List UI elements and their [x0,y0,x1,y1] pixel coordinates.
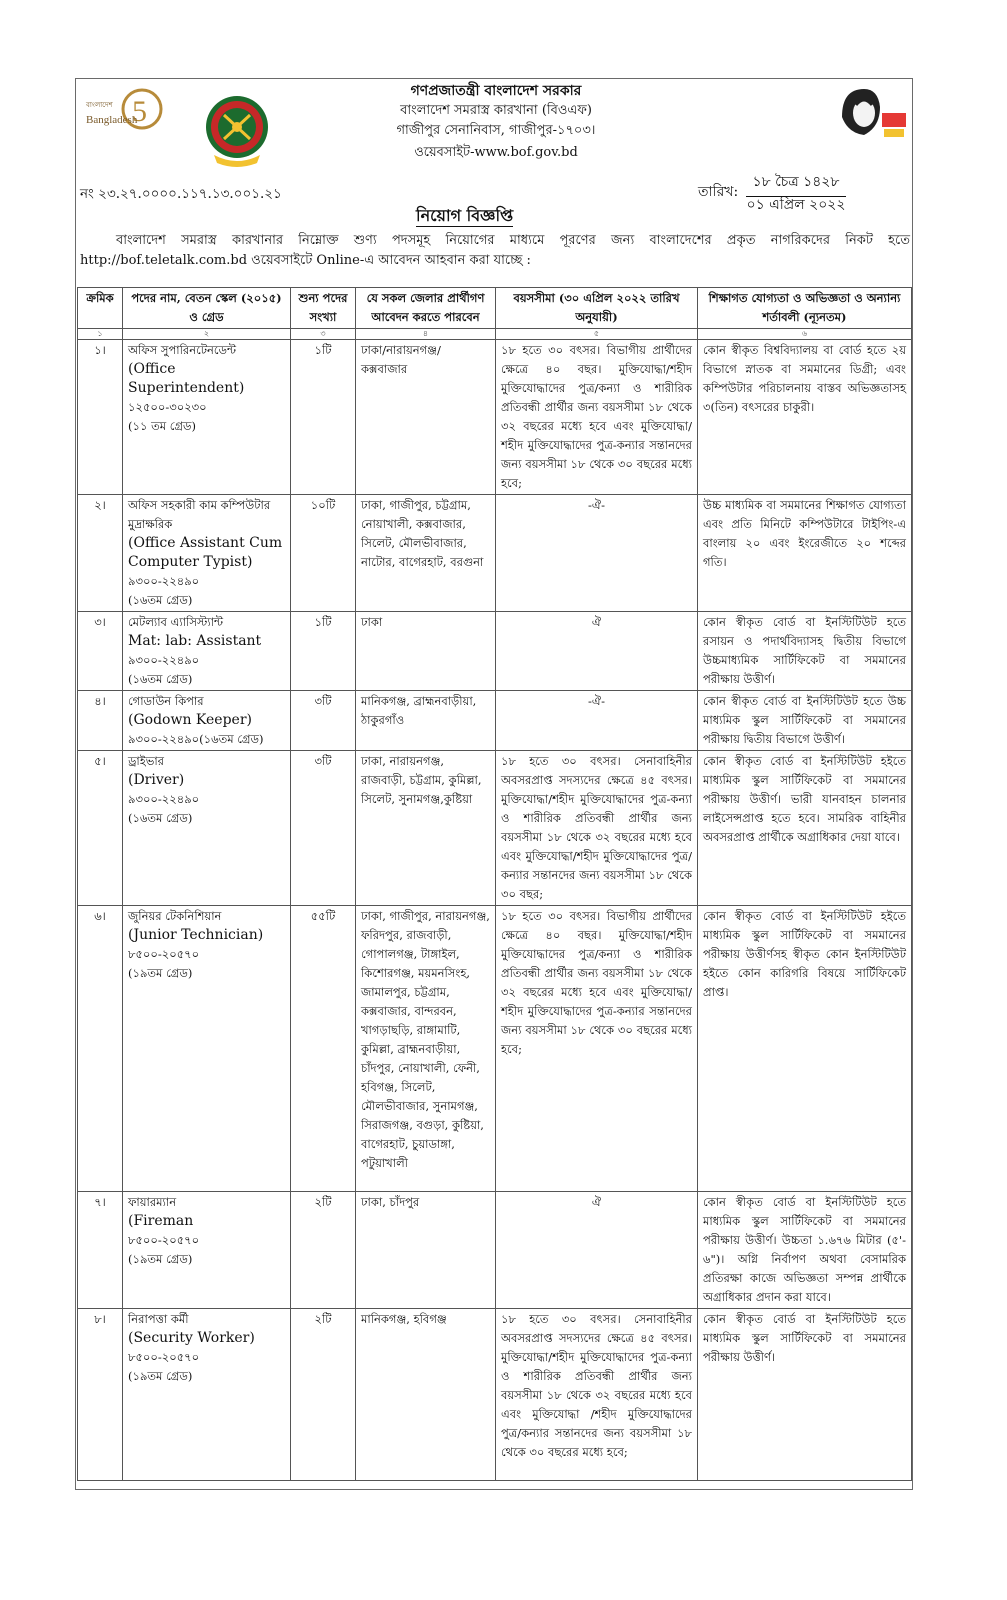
svg-text:Bangladesh: Bangladesh [86,114,138,126]
qualification-cell: কোন স্বীকৃত বোর্ড বা ইনস্টিটিউট হইতে মাধ্যমিক স্কুল সার্টিফিকেট বা সমমানের পরীক্ষায় উত্তীর্ণসহ স্বীকৃত কোন ইনস্টিটিউট হইতে কোন কারিগরি বিষয়ে সার্টিফিকেট প্রাপ্ত। [698,906,912,1192]
qualification-cell: উচ্চ মাধ্যমিক বা সমমানের শিক্ষাগত যোগ্যতা এবং প্রতি মিনিটে কম্পিউটারে টাইপিং-এ বাংলায় ২০ এবং ইংরেজীতে ২০ শব্দের গতি। [698,495,912,612]
districts-cell: ঢাকা, চাঁদপুর [356,1192,496,1309]
column-number: ৩ [291,329,356,340]
age-cell: ১৮ হতে ৩০ বৎসর। বিভাগীয় প্রার্থীদের ক্ষেত্রে ৪০ বছর। মুক্তিযোদ্ধা/শহীদ মুক্তিযোদ্ধাদের পুত্র/কন্যা ও শারীরিক প্রতিবন্ধী প্রার্থীর জন্য বয়সসীমা ১৮ থেকে ৩২ বছরের মধ্যে হবে এবং মুক্তিযোদ্ধা/শহীদ মুক্তিযোদ্ধাদের পুত্র-কন্যার সন্তানদের জন্য বয়সসীমা ১৮ থেকে ৩০ বছরের মধ্যে হবে; [496,906,698,1192]
column-number: ১ [78,329,123,340]
grade: (১৬তম গ্রেড) [128,672,193,686]
post-title-en: Mat: lab: Assistant [128,633,262,649]
pay-scale: ৮৫০০-২০৫৭০ [128,1233,200,1247]
svg-text:5: 5 [132,95,147,128]
pay-scale: ৮৫০০-২০৫৭০ [128,947,200,961]
grade: (১৬তম গ্রেড) [128,811,193,825]
date-label: তারিখ: [698,184,739,200]
mujib-borsho-logo [838,83,908,145]
post-title-bn: মেটল্যাব এ্যাসিস্ট্যান্ট [128,615,224,629]
column-header: ক্রমিক [78,288,123,329]
districts-cell: ঢাকা, নারায়নগঞ্জ, রাজবাড়ী, চট্টগ্রাম, কুমিল্লা, সিলেট, সুনামগঞ্জ,কুষ্টিয়া [356,751,496,906]
serial-cell: ২। [78,495,123,612]
table-row [78,691,912,751]
table-row [78,1309,912,1481]
org-website: ওয়েবসাইট-www.bof.gov.bd [414,145,578,160]
grade: (১৯তম গ্রেড) [128,1369,193,1383]
age-cell: ১৮ হতে ৩০ বৎসর। সেনাবাহিনীর অবসরপ্রাপ্ত সদস্যদের ক্ষেত্রে ৪৫ বৎসর। মুক্তিযোদ্ধা/শহীদ মুক্তিযোদ্ধাদের পুত্র-কন্যা ও শারীরিক প্রতিবন্ধী প্রার্থীর জন্য বয়সসীমা ১৮ থেকে ৩২ বছরের মধ্যে হবে এবং মুক্তিযোদ্ধা /শহীদ মুক্তিযোদ্ধাদের পুত্র/কন্যার সন্তানদের জন্য বয়সসীমা ১৮ থেকে ৩০ বছরের মধ্যে হবে; [496,1309,698,1481]
post-title-en: (Office Assistant Cum Computer Typist) [128,535,283,570]
vacancy-cell: ১টি [291,340,356,495]
serial-cell: ৭। [78,1192,123,1309]
grade: (১৯তম গ্রেড) [128,966,193,980]
vacancy-cell: ৩টি [291,751,356,906]
age-cell: -ঐ- [496,691,698,751]
qualification-cell: কোন স্বীকৃত বিশ্ববিদ্যালয় বা বোর্ড হতে ২য় বিভাগে স্নাতক বা সমমানের ডিগ্রী; এবং কম্পিউটার পরিচালনায় বাস্তব অভিজ্ঞতাসহ ৩(তিন) বৎসরের চাকুরী। [698,340,912,495]
table-row [78,495,912,612]
vacancy-cell: ৫৫টি [291,906,356,1192]
vacancy-cell: ১টি [291,612,356,691]
pay-scale: ৮৫০০-২০৫৭০ [128,1350,200,1364]
serial-cell: ৬। [78,906,123,1192]
table-header-row [78,288,912,329]
column-header: পদের নাম, বেতন স্কেল (২০১৫) ও গ্রেড [123,288,291,329]
table-row [78,906,912,1192]
pay-scale: ৯৩০০-২২৪৯০ [128,574,200,588]
post-title-bn: ফায়ারম্যান [128,1195,177,1209]
post-title-en: (Office Superintendent) [128,361,245,396]
serial-cell: ১। [78,340,123,495]
grade: (১১ তম গ্রেড) [128,419,196,433]
districts-cell: ঢাকা/নারায়নগঞ্জ/ কক্সবাজার [356,340,496,495]
districts-cell: ঢাকা [356,612,496,691]
vacancy-cell: ২টি [291,1192,356,1309]
serial-cell: ৮। [78,1309,123,1481]
table-row [78,751,912,906]
districts-cell: মানিকগঞ্জ, ব্রাহ্মনবাড়ীয়া, ঠাকুরগাঁও [356,691,496,751]
post-title-en: (Driver) [128,772,185,788]
bangladesh-50-logo [84,85,166,141]
post-title-bn: ড্রাইভার [128,754,164,768]
column-number: ৫ [496,329,698,340]
age-cell: ১৮ হতে ৩০ বৎসর। বিভাগীয় প্রার্থীদের ক্ষেত্রে ৪০ বছর। মুক্তিযোদ্ধা/শহীদ মুক্তিযোদ্ধাদের পুত্র/কন্যা ও শারীরিক প্রতিবন্ধী প্রার্থীর জন্য বয়সসীমা ১৮ থেকে ৩২ বছরের মধ্যে হবে এবং মুক্তিযোদ্ধা/শহীদ মুক্তিযোদ্ধাদের পুত্র-কন্যার সন্তানদের জন্য বয়সসীমা ১৮ থেকে ৩০ বছরের মধ্যে হবে; [496,340,698,495]
grade: (১৯তম গ্রেড) [128,1252,193,1266]
column-header: শুন্য পদের সংখ্যা [291,288,356,329]
post-cell [123,1192,291,1309]
qualification-cell: কোন স্বীকৃত বোর্ড বা ইনস্টিটিউট হতে মাধ্যমিক স্কুল সার্টিফিকেট বা সমমানের পরীক্ষায় উত্তীর্ণ। [698,1309,912,1481]
pay-scale: ৯৩০০-২২৪৯০(১৬তম গ্রেড) [128,732,264,746]
date-english: ০১ এপ্রিল ২০২২ [746,197,846,213]
post-title-bn: অফিস সহকারী কাম কম্পিউটার মুদ্রাক্ষরিক [128,498,271,531]
age-cell: ঐ [496,612,698,691]
pay-scale: ৯৩০০-২২৪৯০ [128,653,200,667]
post-title-en: (Fireman [128,1213,194,1229]
vacancy-cell: ১০টি [291,495,356,612]
post-cell [123,340,291,495]
govt-title: গণপ্রজাতন্ত্রী বাংলাদেশ সরকার [410,83,582,99]
column-number: ৪ [356,329,496,340]
date-bangla: ১৮ চৈত্র ১৪২৮ [746,170,846,197]
qualification-cell: কোন স্বীকৃত বোর্ড বা ইনস্টিটিউট হতে মাধ্যমিক স্কুল সার্টিফিকেট বা সমমানের পরীক্ষায় উত্তীর্ণ। উচ্চতা ১.৬৭৬ মিটার (৫'- ৬")। অগ্নি নির্বাপণ অথবা বেসামরিক প্রতিরক্ষা কাজে অভিজ্ঞতা সম্পন্ন প্রার্থীকে অগ্রাধিকার প্রদান করা যাবে। [698,1192,912,1309]
org-address: গাজীপুর সেনানিবাস, গাজীপুর-১৭০৩। [396,123,596,138]
post-title-en: (Security Worker) [128,1330,255,1346]
column-header: শিক্ষাগত যোগ্যতা ও অভিজ্ঞতা ও অন্যান্য শর্তাবলী (ন্যূনতম) [698,288,912,329]
serial-cell: ৩। [78,612,123,691]
age-cell: -ঐ- [496,495,698,612]
age-cell: ১৮ হতে ৩০ বৎসর। সেনাবাহিনীর অবসরপ্রাপ্ত সদস্যদের ক্ষেত্রে ৪৫ বৎসর। মুক্তিযোদ্ধা/শহীদ মুক্তিযোদ্ধাদের পুত্র-কন্যা ও শারীরিক প্রতিবন্ধী প্রার্থীর জন্য বয়সসীমা ১৮ থেকে ৩২ বছরের মধ্যে হবে এবং মুক্তিযোদ্ধা/শহীদ মুক্তিযোদ্ধাদের পুত্র/কন্যার সন্তানদের জন্য বয়সসীমা ১৮ থেকে ৩০ বছর; [496,751,698,906]
table-row [78,340,912,495]
pay-scale: ৯৩০০-২২৪৯০ [128,792,200,806]
column-header: যে সকল জেলার প্রার্থীগণ আবেদন করতে পারবেন [356,288,496,329]
org-name: বাংলাদেশ সমরাস্ত্র কারখানা (বিওএফ) [400,103,592,118]
districts-cell: ঢাকা, গাজীপুর, নারায়নগঞ্জ, ফরিদপুর, রাজবাড়ী, গোপালগঞ্জ, টাঙ্গাইল, কিশোরগঞ্জ, ময়মনসিংহ, জামালপুর, চট্টগ্রাম, কক্সবাজার, বান্দরবন, খাগড়াছড়ি, রাঙ্গামাটি, কুমিল্লা, ব্রাহ্মনবাড়ীয়া, চাঁদপুর, নোয়াখালী, ফেনী, হবিগঞ্জ, সিলেট, মৌলভীবাজার, সুনামগঞ্জ, সিরাজগঞ্জ, বগুড়া, কুষ্টিয়া, বাগেরহাট, চুয়াডাঙ্গা, পটুয়াখালী [356,906,496,1192]
intro-paragraph: বাংলাদেশ সমরাস্ত্র কারখানার নিম্নোক্ত শুণ্য পদসমূহ নিয়োগের মাধ্যমে পূরণের জন্য বাংলাদেশের প্রকৃত নাগরিকদের নিকট হতে http://bof.teletalk.com.bd ওয়েবসাইটে Online-এ আবেদন আহবান করা যাচ্ছে : [80,233,910,268]
post-cell [123,612,291,691]
post-cell [123,906,291,1192]
age-cell: ঐ [496,1192,698,1309]
grade: (১৬তম গ্রেড) [128,593,193,607]
notice-title: নিয়োগ বিজ্ঞপ্তি [416,206,514,225]
post-title-bn: নিরাপত্তা কর্মী [128,1312,189,1326]
pay-scale: ১২৫০০-৩০২৩০ [128,400,207,414]
serial-cell: ৪। [78,691,123,751]
memo-number: নং ২৩.২৭.০০০০.১১৭.১৩.০০১.২১ [80,186,282,202]
post-cell [123,1309,291,1481]
post-title-bn: অফিস সুপারিনটেনডেন্ট [128,343,237,357]
districts-cell: ঢাকা, গাজীপুর, চট্টগ্রাম, নোয়াখালী, কক্সবাজার, সিলেট, মৌলভীবাজার, নাটোর, বাগেরহাট, বরগুনা [356,495,496,612]
svg-text:বাংলাদেশ: বাংলাদেশ [86,102,113,109]
post-title-en: (Godown Keeper) [128,712,252,728]
column-number-row [78,329,912,340]
table-row [78,612,912,691]
serial-cell: ৫। [78,751,123,906]
post-cell [123,691,291,751]
vacancy-table [77,287,912,1481]
table-row [78,1192,912,1309]
column-number: ২ [123,329,291,340]
qualification-cell: কোন স্বীকৃত বোর্ড বা ইনস্টিটিউট হতে উচ্চ মাধ্যমিক স্কুল সার্টিফিকেট বা সমমানের পরীক্ষায় দ্বিতীয় বিভাগে উত্তীর্ণ। [698,691,912,751]
districts-cell: মানিকগঞ্জ, হবিগঞ্জ [356,1309,496,1481]
qualification-cell: কোন স্বীকৃত বোর্ড বা ইনস্টিটিউট হইতে মাধ্যমিক স্কুল সার্টিফিকেট বা সমমানের পরীক্ষায় উত্তীর্ণ। ভারী যানবাহন চালনার লাইসেন্সপ্রাপ্ত হতে হবে। সামরিক বাহিনীর অবসরপ্রাপ্ত প্রার্থীকে অগ্রাধিকার দেয়া যাবে। [698,751,912,906]
army-emblem-icon [202,93,272,167]
vacancy-cell: ২টি [291,1309,356,1481]
vacancy-cell: ৩টি [291,691,356,751]
post-cell [123,495,291,612]
post-title-bn: গোডাউন কিপার [128,694,204,708]
qualification-cell: কোন স্বীকৃত বোর্ড বা ইনস্টিটিউট হতে রসায়ন ও পদার্থবিদ্যাসহ দ্বিতীয় বিভাগে উচ্চমাধ্যমিক সার্টিফিকেট বা সমমানের পরীক্ষায় উত্তীর্ণ। [698,612,912,691]
document-page [75,78,913,1490]
column-number: ৬ [698,329,912,340]
post-title-en: (Junior Technician) [128,927,264,943]
post-cell [123,751,291,906]
post-title-bn: জুনিয়র টেকনিশিয়ান [128,909,222,923]
column-header: বয়সসীমা (৩০ এপ্রিল ২০২২ তারিখ অনুযায়ী) [496,288,698,329]
